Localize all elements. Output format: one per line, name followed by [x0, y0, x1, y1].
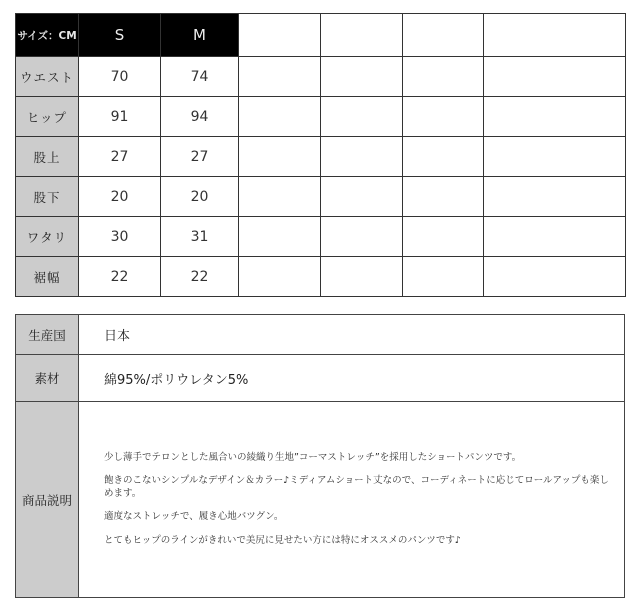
table-row-waist: [16, 57, 626, 97]
cell-value: [239, 217, 321, 257]
row-label: ヒップ: [16, 97, 79, 137]
cell-value: [239, 137, 321, 177]
cell-value: 20: [79, 177, 161, 217]
description-label: 商品説明: [16, 402, 79, 598]
cell-value: [321, 137, 403, 177]
cell-value: [484, 57, 626, 97]
row-label: 股上: [16, 137, 79, 177]
cell-value: 27: [79, 137, 161, 177]
cell-value: [403, 57, 484, 97]
cell-value: 30: [79, 217, 161, 257]
description-value: [79, 402, 625, 598]
material-label: 素材: [16, 355, 79, 402]
origin-value: 日本: [79, 315, 625, 355]
size-header-empty: [403, 14, 484, 57]
info-row-origin: [16, 315, 625, 355]
cell-value: 22: [79, 257, 161, 297]
cell-value: [239, 57, 321, 97]
info-row-description: [16, 402, 625, 598]
cell-value: [403, 257, 484, 297]
cell-value: [484, 177, 626, 217]
cell-value: 20: [161, 177, 239, 217]
cell-value: 94: [161, 97, 239, 137]
table-row-inseam: [16, 177, 626, 217]
size-chart-table: [15, 13, 626, 297]
info-row-material: [16, 355, 625, 402]
cell-value: [239, 257, 321, 297]
size-header-row: [16, 14, 626, 57]
cell-value: 70: [79, 57, 161, 97]
cell-value: [403, 177, 484, 217]
description-paragraph: とてもヒップのラインがきれいで美尻に見せたい方には特にオススメのパンツです♪: [104, 534, 461, 546]
description-paragraph: 適度なストレッチで、履き心地バツグン。: [104, 511, 284, 523]
product-info-table: [15, 314, 625, 598]
table-row-thigh: [16, 217, 626, 257]
size-header-empty: [239, 14, 321, 57]
cell-value: 74: [161, 57, 239, 97]
cell-value: [321, 257, 403, 297]
description-paragraph: 少し薄手でテロンとした風合いの綾織り生地”コーマストレッチ”を採用したショートパンツです。: [104, 451, 522, 463]
row-label: ワタリ: [16, 217, 79, 257]
cell-value: [484, 217, 626, 257]
size-header-m: M: [161, 14, 239, 57]
cell-value: [403, 217, 484, 257]
material-value: 綿95%/ポリウレタン5%: [79, 355, 625, 402]
table-row-hip: [16, 97, 626, 137]
cell-value: [321, 177, 403, 217]
row-label: 裾幅: [16, 257, 79, 297]
cell-value: 27: [161, 137, 239, 177]
table-row-rise: [16, 137, 626, 177]
cell-value: [321, 57, 403, 97]
size-header-empty: [484, 14, 626, 57]
cell-value: [484, 257, 626, 297]
cell-value: 91: [79, 97, 161, 137]
row-label: ウエスト: [16, 57, 79, 97]
cell-value: 22: [161, 257, 239, 297]
cell-value: [403, 137, 484, 177]
cell-value: 31: [161, 217, 239, 257]
size-unit-label: サイズ：CM: [16, 14, 79, 57]
row-label: 股下: [16, 177, 79, 217]
cell-value: [484, 97, 626, 137]
size-header-empty: [321, 14, 403, 57]
cell-value: [321, 217, 403, 257]
cell-value: [239, 97, 321, 137]
cell-value: [484, 137, 626, 177]
size-header-s: S: [79, 14, 161, 57]
cell-value: [239, 177, 321, 217]
cell-value: [403, 97, 484, 137]
description-paragraph: 飽きのこないシンプルなデザイン＆カラー♪ミディアムショート丈なので、コーディネートに応じてロールアップも楽しめます。: [104, 475, 609, 499]
cell-value: [321, 97, 403, 137]
origin-label: 生産国: [16, 315, 79, 355]
table-row-hem-width: [16, 257, 626, 297]
